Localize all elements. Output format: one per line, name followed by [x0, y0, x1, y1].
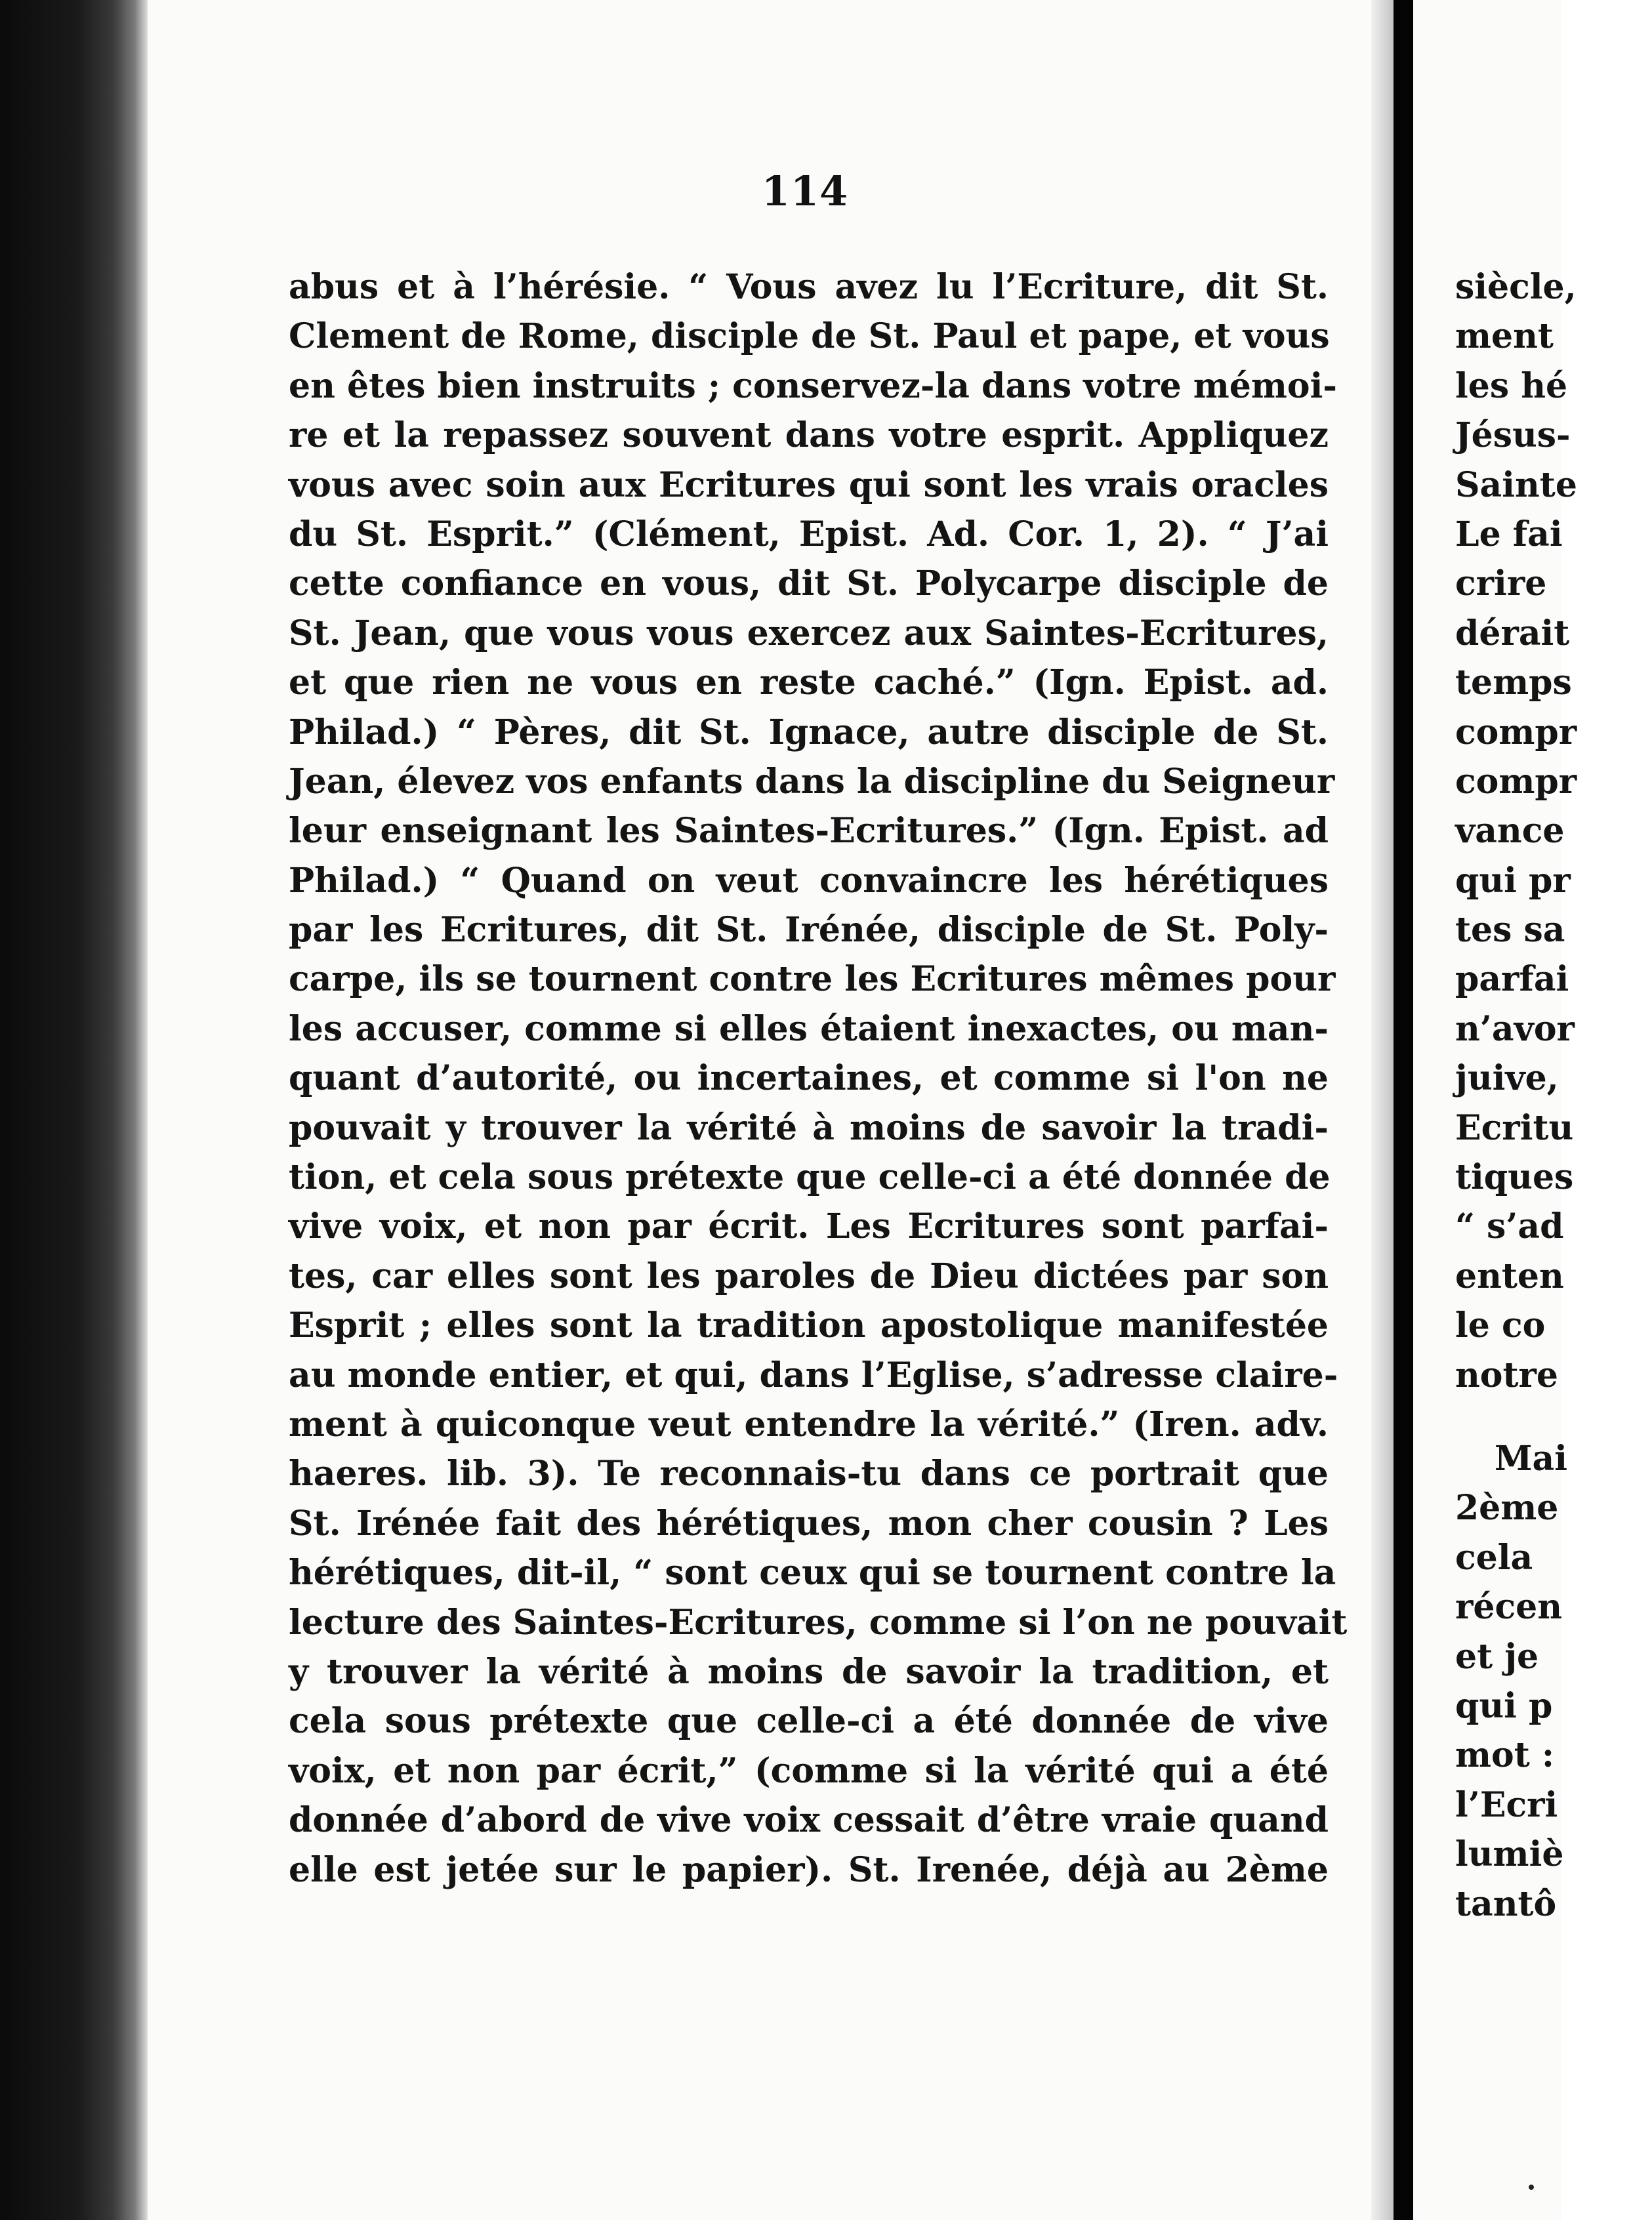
right-text-line: récen [1455, 1587, 1563, 1628]
ink-speck [1529, 2185, 1534, 2190]
right-text-line: crire [1455, 564, 1547, 604]
text-line: Philad.) “ Pères, dit St. Ignace, autre disciple de St. [289, 712, 1329, 752]
right-text-line: parfai [1455, 959, 1569, 1000]
text-line: Clement de Rome, disciple de St. Paul et pape, et vous [289, 316, 1330, 357]
right-text-line: “ s’ad [1455, 1206, 1564, 1247]
text-line: abus et à l’hérésie. “ Vous avez lu l’Ecriture, dit St. [289, 267, 1329, 307]
right-text-line: lumiè [1455, 1834, 1564, 1875]
page-gutter [1394, 0, 1413, 2220]
text-line: au monde entier, et qui, dans l’Eglise, s’adresse claire- [289, 1355, 1338, 1395]
right-text-line: juive, [1455, 1058, 1559, 1099]
text-line: y trouver la vérité à moins de savoir la tradition, et [289, 1651, 1329, 1692]
right-text-line: dérait [1455, 613, 1570, 653]
right-page-fragment [1413, 0, 1577, 2220]
text-line: vive voix, et non par écrit. Les Ecritures sont parfai- [289, 1206, 1329, 1247]
right-text-line: et je [1455, 1636, 1539, 1677]
book-binding [0, 0, 141, 2220]
page-number-text: 114 [761, 167, 849, 215]
right-text-line: Ecritu [1455, 1107, 1574, 1148]
text-line: hérétiques, dit-il, “ sont ceux qui se tournent contre la [289, 1553, 1336, 1593]
right-text-line: compr [1455, 712, 1577, 752]
right-text-line: enten [1455, 1256, 1564, 1296]
text-line: carpe, ils se tournent contre les Ecritures mêmes pour [289, 959, 1336, 1000]
text-line: ment à quiconque veut entendre la vérité.” (Iren. adv. [289, 1404, 1329, 1445]
right-page-text [1455, 262, 1652, 1929]
text-line: quant d’autorité, ou incertaines, et comme si l'on ne [289, 1058, 1329, 1099]
page-number [0, 167, 1561, 215]
right-text-line: mot : [1455, 1735, 1555, 1776]
right-text-line: cela [1455, 1537, 1533, 1578]
text-line: Esprit ; elles sont la tradition apostolique manifestée [289, 1305, 1329, 1346]
right-text-line: notre [1455, 1355, 1558, 1395]
right-text-line: le co [1455, 1305, 1546, 1346]
right-text-line: tiques [1455, 1157, 1574, 1198]
right-text-line: Jésus- [1455, 415, 1571, 456]
right-text-line: compr [1455, 761, 1577, 802]
text-line: elle est jetée sur le papier). St. Irenée, déjà au 2ème [289, 1849, 1329, 1890]
text-line: St. Jean, que vous vous exercez aux Saintes-Ecritures, [289, 613, 1329, 653]
right-text-line: vance [1455, 811, 1565, 852]
right-text-line: tes sa [1455, 910, 1565, 951]
right-text-line: les hé [1455, 365, 1568, 406]
right-text-line: qui pr [1455, 860, 1571, 901]
text-line: leur enseignant les Saintes-Ecritures.” (Ign. Epist. ad [289, 811, 1329, 852]
text-line: cette confiance en vous, dit St. Polycarpe disciple de [289, 564, 1329, 604]
right-text-line: temps [1455, 663, 1572, 703]
right-text-line: Le fai [1455, 514, 1563, 554]
text-line: cela sous prétexte que celle-ci a été donnée de vive [289, 1701, 1329, 1742]
right-text-line: Mai [1495, 1438, 1568, 1479]
text-line: haeres. lib. 3). Te reconnais-tu dans ce portrait que [289, 1454, 1329, 1494]
text-line: tion, et cela sous prétexte que celle-ci a été donnée de [289, 1157, 1331, 1198]
right-text-line: Sainte [1455, 464, 1577, 505]
right-text-line: tantô [1455, 1883, 1557, 1924]
text-line: St. Irénée fait des hérétiques, mon cher cousin ? Les [289, 1503, 1329, 1544]
binding-edge [134, 0, 149, 2220]
right-text-line: l’Ecri [1455, 1784, 1558, 1825]
text-line: tes, car elles sont les paroles de Dieu dictées par son [289, 1256, 1329, 1296]
text-line: les accuser, comme si elles étaient inexactes, ou man- [289, 1008, 1329, 1049]
text-line: et que rien ne vous en reste caché.” (Ign. Epist. ad. [289, 663, 1329, 703]
right-text-line: qui p [1455, 1685, 1553, 1726]
text-line: du St. Esprit.” (Clément, Epist. Ad. Cor. 1, 2). “ J’ai [289, 514, 1329, 554]
right-text-line: n’avor [1455, 1008, 1575, 1049]
right-text-line: 2ème [1455, 1488, 1559, 1529]
text-line: voix, et non par écrit,” (comme si la vérité qui a été [289, 1750, 1329, 1791]
text-line: re et la repassez souvent dans votre esprit. Appliquez [289, 415, 1329, 456]
right-text-line: siècle, [1455, 267, 1577, 307]
text-line: Jean, élevez vos enfants dans la discipline du Seigneur [289, 761, 1335, 802]
text-line: Philad.) “ Quand on veut convaincre les hérétiques [289, 860, 1329, 901]
text-line: en êtes bien instruits ; conservez-la dans votre mémoi- [289, 365, 1337, 406]
text-line: par les Ecritures, dit St. Irénée, disciple de St. Poly- [289, 910, 1329, 951]
text-line: lecture des Saintes-Ecritures, comme si l’on ne pouvait [289, 1602, 1348, 1643]
text-line: donnée d’abord de vive voix cessait d’être vraie quand [289, 1800, 1329, 1841]
right-text-line: ment [1455, 316, 1554, 357]
text-line: pouvait y trouver la vérité à moins de savoir la tradi- [289, 1107, 1329, 1148]
main-text-block [289, 262, 1348, 1895]
text-line: vous avec soin aux Ecritures qui sont les vrais oracles [289, 464, 1329, 505]
